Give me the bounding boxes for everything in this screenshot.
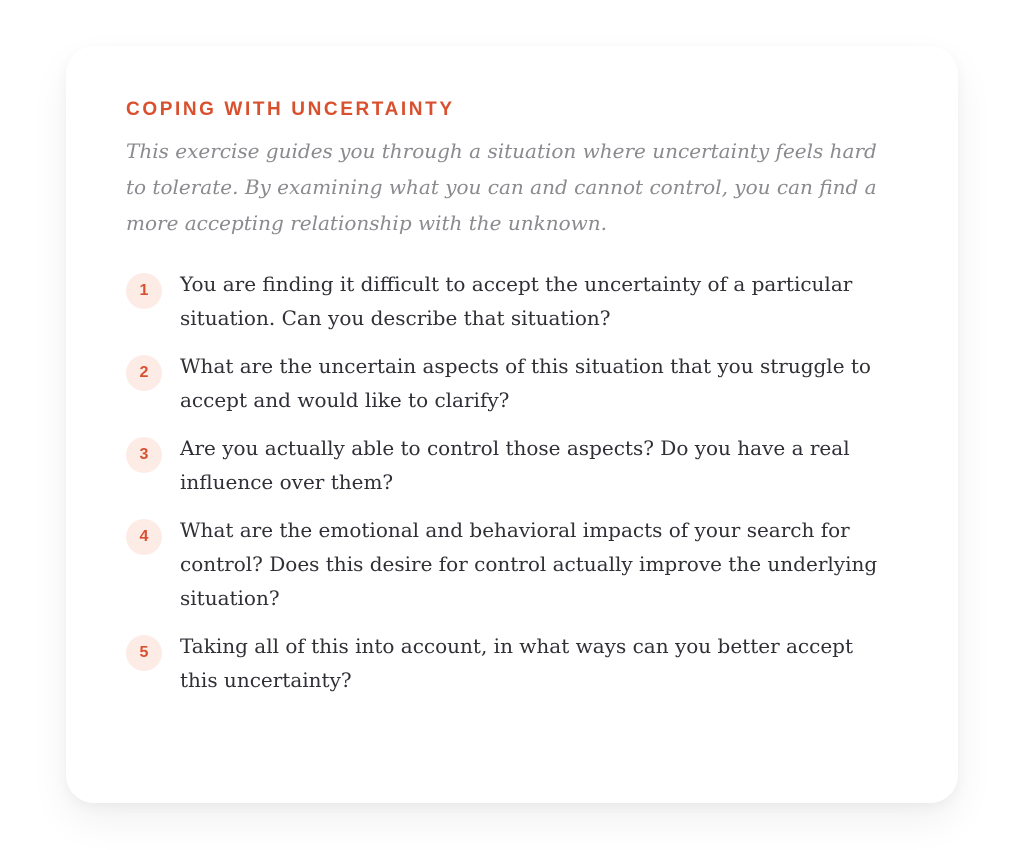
step-question: What are the emotional and behavioral impacts of your search for control? Does this desire for control actually improve the underlying situation? bbox=[180, 518, 878, 610]
step-question: What are the uncertain aspects of this situation that you struggle to accept and would like to clarify? bbox=[180, 354, 871, 412]
list-item bbox=[126, 272, 898, 335]
step-question: Taking all of this into account, in what ways can you better accept this uncertainty? bbox=[180, 634, 853, 692]
list-item bbox=[126, 518, 898, 615]
step-number-badge: 3 bbox=[126, 437, 162, 473]
list-item bbox=[126, 436, 898, 499]
exercise-title: COPING WITH UNCERTAINTY bbox=[126, 99, 455, 120]
step-number-badge: 5 bbox=[126, 635, 162, 671]
step-number-badge: 1 bbox=[126, 273, 162, 309]
steps-list bbox=[126, 272, 898, 697]
exercise-card bbox=[66, 46, 958, 803]
exercise-intro: This exercise guides you through a situation where uncertainty feels hard to tolerate. By examining what you can and cannot control, you can find a more accepting relationship with the unknown. bbox=[126, 139, 877, 235]
list-item bbox=[126, 634, 898, 697]
step-number-badge: 4 bbox=[126, 519, 162, 555]
step-question: You are finding it difficult to accept the uncertainty of a particular situation. Can you describe that situation? bbox=[180, 272, 853, 330]
step-number-badge: 2 bbox=[126, 355, 162, 391]
list-item bbox=[126, 354, 898, 417]
step-question: Are you actually able to control those aspects? Do you have a real influence over them? bbox=[180, 436, 850, 494]
